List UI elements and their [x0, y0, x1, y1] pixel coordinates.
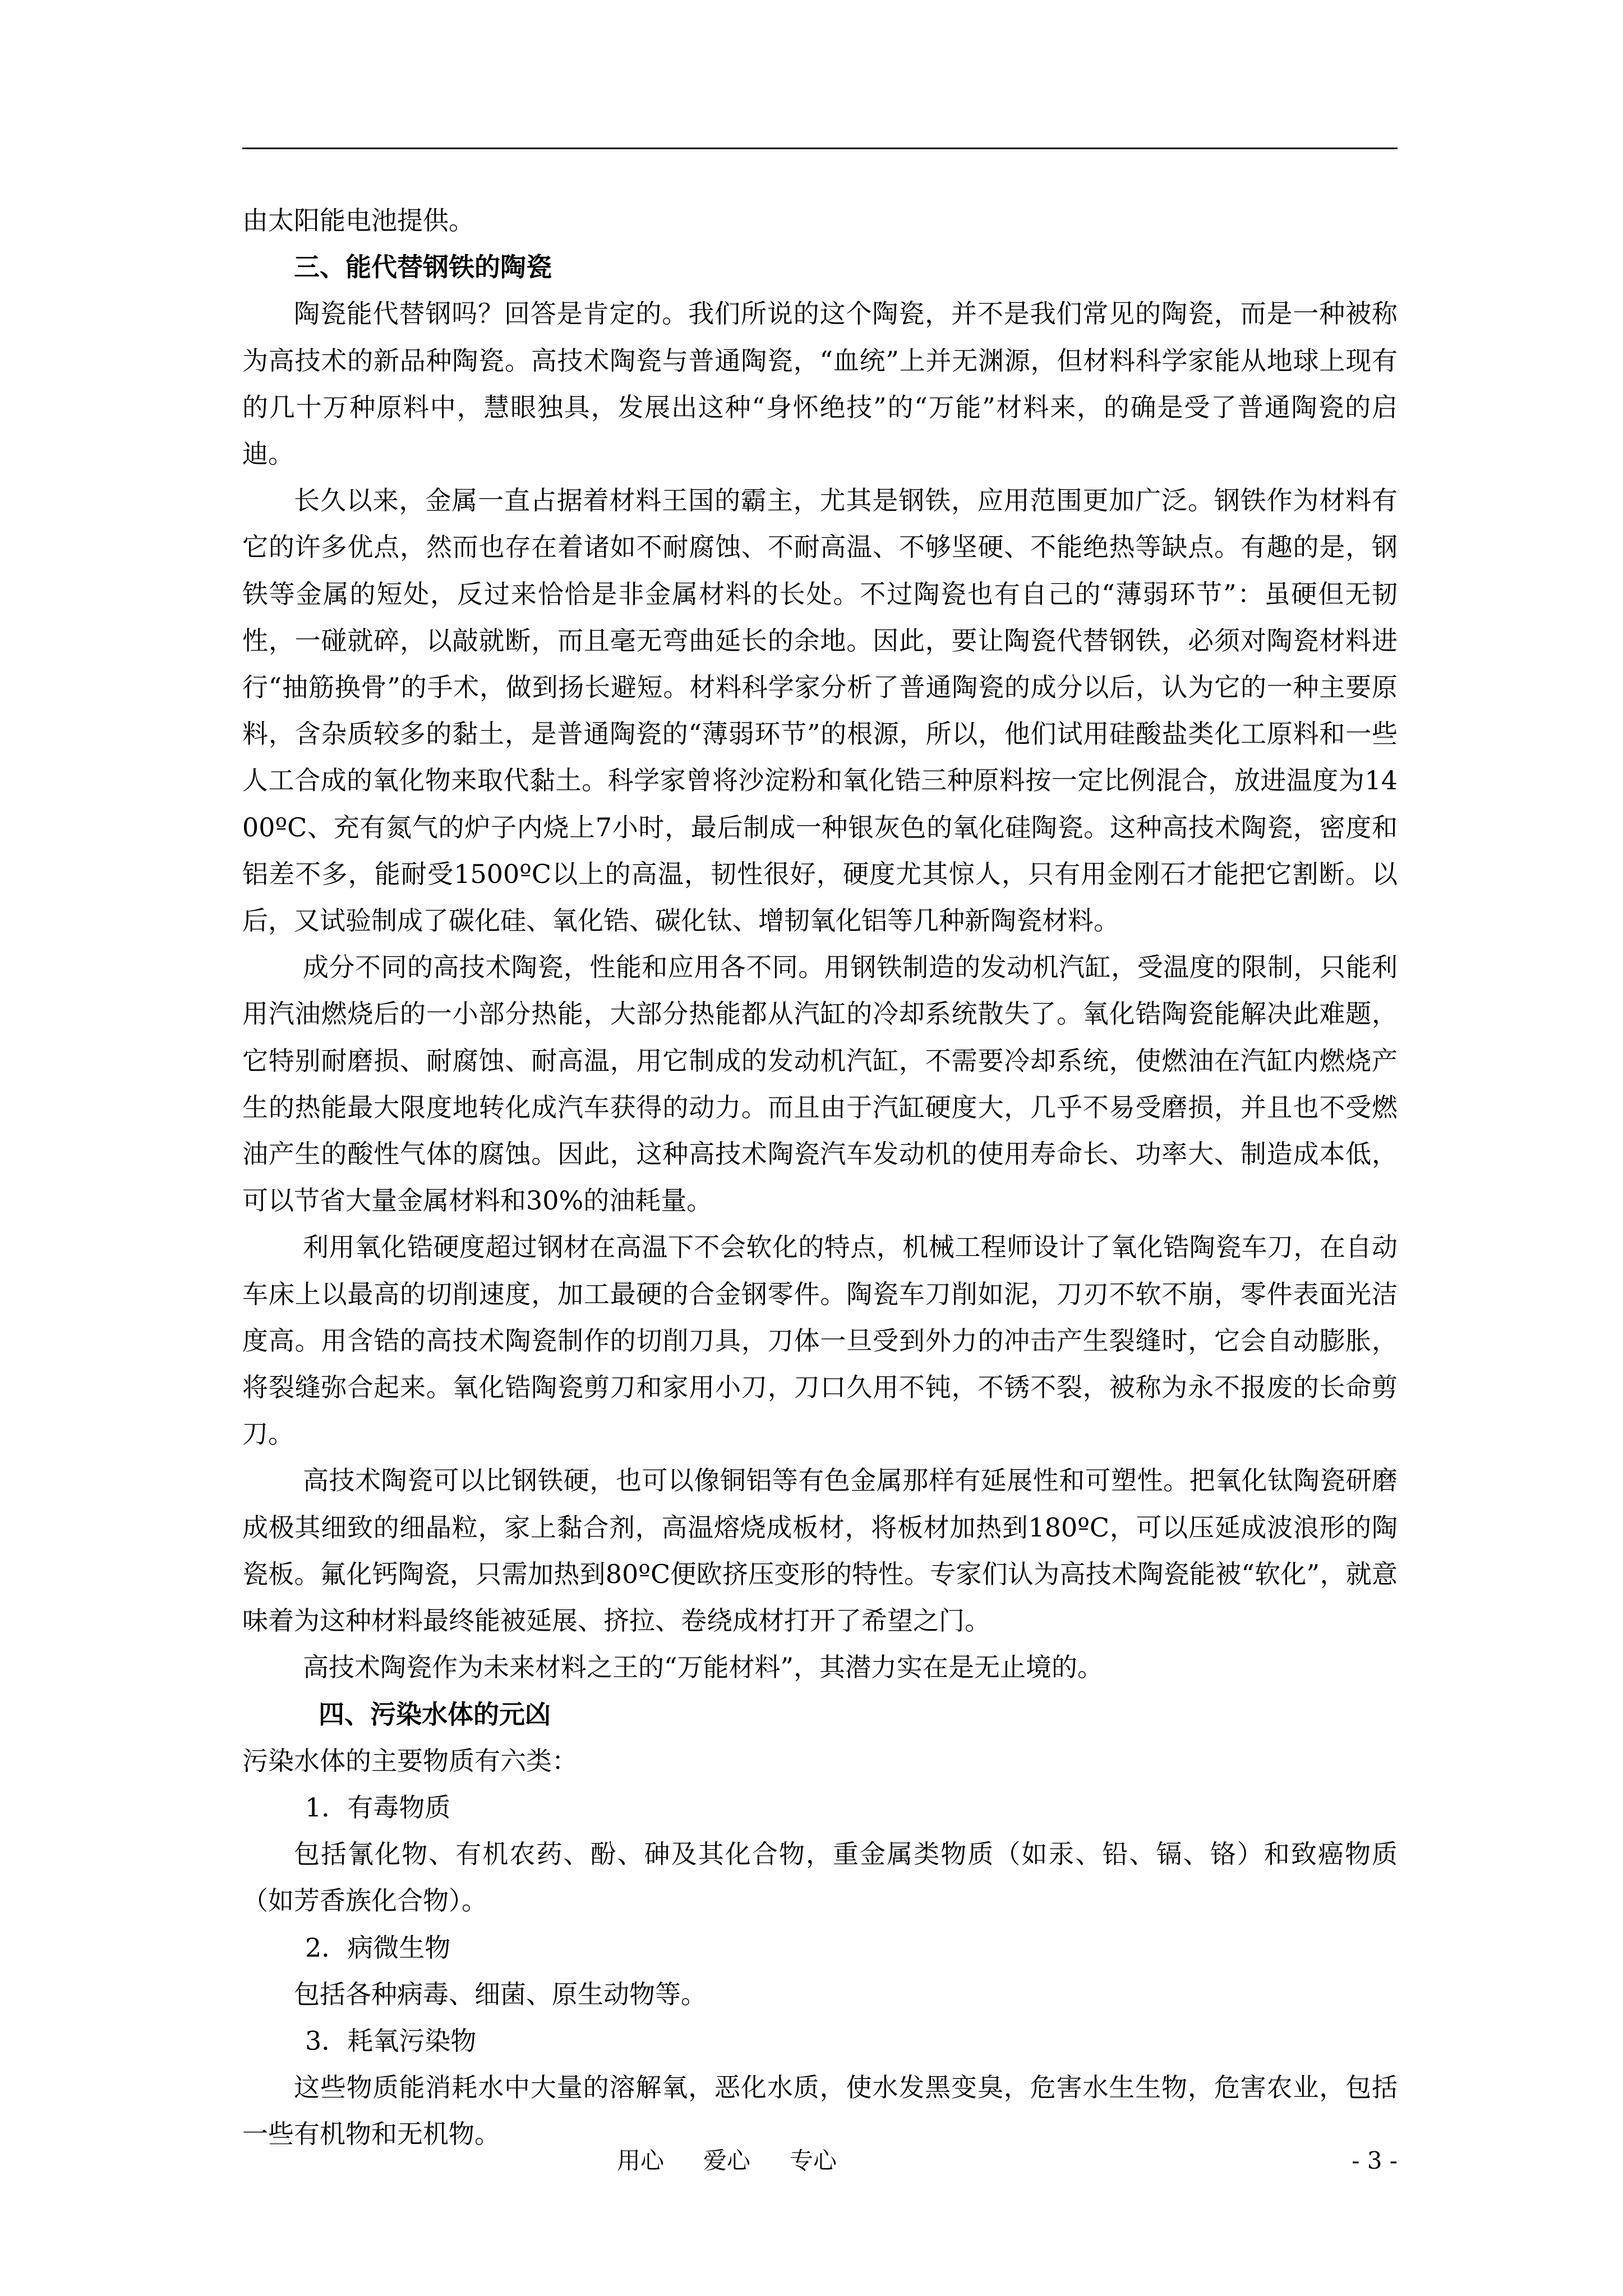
paragraph: 长久以来，金属一直占据着材料王国的霸主，尤其是钢铁，应用范围更加广泛。钢铁作为材料有它的许多优点，然而也存在着诸如不耐腐蚀、不耐高温、不够坚硬、不能绝热等缺点。有趣的是，钢铁等金属的短处，反过来恰恰是非金属材料的长处。不过陶瓷也有自己的“薄弱环节”：虽硬但无韧性，一碰就碎，以敲就断，而且毫无弯曲延长的余地。因此，要让陶瓷代替钢铁，必须对陶瓷材料进行“抽筋换骨”的手术，做到扬长避短。材料科学家分析了普通陶瓷的成分以后，认为它的一种主要原料，含杂质较多的黏土，是普通陶瓷的“薄弱环节”的根源，所以，他们试用硅酸盐类化工原料和一些人工合成的氧化物来取代黏土。科学家曾将沙淀粉和氧化锆三种原料按一定比例混合，放进温度为1400ºC、充有氮气的炉子内烧上7小时，最后制成一种银灰色的氧化硅陶瓷。这种高技术陶瓷，密度和铝差不多，能耐受1500ºC以上的高温，韧性很好，硬度尤其惊人，只有用金刚石才能把它割断。以后，又试验制成了碳化硅、氧化锆、碳化钛、增韧氧化铝等几种新陶瓷材料。 — [242, 485, 1398, 936]
footer-motto-word: 用心 — [617, 2147, 665, 2174]
section-heading-water-pollution: 四、污染水体的元凶 — [319, 1699, 551, 1729]
paragraph-continuation: 由太阳能电池提供。 — [242, 205, 474, 236]
list-item-label: 1．有毒物质 — [305, 1792, 451, 1823]
paragraph: 污染水体的主要物质有六类： — [242, 1745, 578, 1776]
list-item-label: 3．耗氧污染物 — [305, 2025, 477, 2056]
list-item-label: 2．病微生物 — [305, 1932, 451, 1963]
paragraph: 包括各种病毒、细菌、原生动物等。 — [294, 1978, 707, 2009]
paragraph: 包括氰化物、有机农药、酚、砷及其化合物，重金属类物质（如汞、铅、镉、铬）和致癌物质（如芳香族化合物）。 — [242, 1839, 1398, 1916]
paragraph: 陶瓷能代替钢吗？回答是肯定的。我们所说的这个陶瓷，并不是我们常见的陶瓷，而是一种被称为高技术的新品种陶瓷。高技术陶瓷与普通陶瓷，“血统”上并无渊源，但材料科学家能从地球上现有的几十万种原料中，慧眼独具，发展出这种“身怀绝技”的“万能”材料来，的确是受了普通陶瓷的启迪。 — [242, 298, 1398, 470]
document-body — [242, 197, 1398, 2158]
paragraph: 高技术陶瓷作为未来材料之王的“万能材料”，其潜力实在是无止境的。 — [303, 1652, 1104, 1683]
footer-motto-word: 专心 — [790, 2147, 837, 2174]
header-rule — [242, 148, 1398, 149]
section-heading-ceramics: 三、能代替钢铁的陶瓷 — [294, 252, 552, 283]
paragraph: 高技术陶瓷可以比钢铁硬，也可以像铜铝等有色金属那样有延展性和可塑性。把氧化钛陶瓷研磨成极其细致的细晶粒，家上黏合剂，高温熔烧成板材，将板材加热到180ºC，可以压延成波浪形的陶瓷板。氟化钙陶瓷，只需加热到80ºC便欧挤压变形的特性。专家们认为高技术陶瓷能被“软化”，就意味着为这种材料最终能被延展、挤拉、卷绕成材打开了希望之门。 — [242, 1465, 1398, 1636]
paragraph: 这些物质能消耗水中大量的溶解氧，恶化水质，使水发黑变臭，危害水生生物，危害农业，包括一些有机物和无机物。 — [242, 2072, 1398, 2150]
page-number: - 3 - — [1352, 2147, 1398, 2174]
paragraph: 利用氧化锆硬度超过钢材在高温下不会软化的特点，机械工程师设计了氧化锆陶瓷车刀，在自动车床上以最高的切削速度，加工最硬的合金钢零件。陶瓷车刀削如泥，刀刃不软不崩，零件表面光洁度高。用含锆的高技术陶瓷制作的切削刀具，刀体一旦受到外力的冲击产生裂缝时，它会自动膨胀，将裂缝弥合起来。氧化锆陶瓷剪刀和家用小刀，刀口久用不钝，不锈不裂，被称为永不报废的长命剪刀。 — [242, 1232, 1398, 1450]
footer-motto-word: 爱心 — [703, 2147, 751, 2174]
footer-motto — [617, 2146, 1009, 2175]
paragraph: 成分不同的高技术陶瓷，性能和应用各不同。用钢铁制造的发动机汽缸，受温度的限制，只能利用汽油燃烧后的一小部分热能，大部分热能都从汽缸的冷却系统散失了。氧化锆陶瓷能解决此难题，它特别耐磨损、耐腐蚀、耐高温，用它制成的发动机汽缸，不需要冷却系统，使燃油在汽缸内燃烧产生的热能最大限度地转化成汽车获得的动力。而且由于汽缸硬度大，几乎不易受磨损，并且也不受燃油产生的酸性气体的腐蚀。因此，这种高技术陶瓷汽车发动机的使用寿命长、功率大、制造成本低，可以节省大量金属材料和30%的油耗量。 — [242, 952, 1398, 1216]
